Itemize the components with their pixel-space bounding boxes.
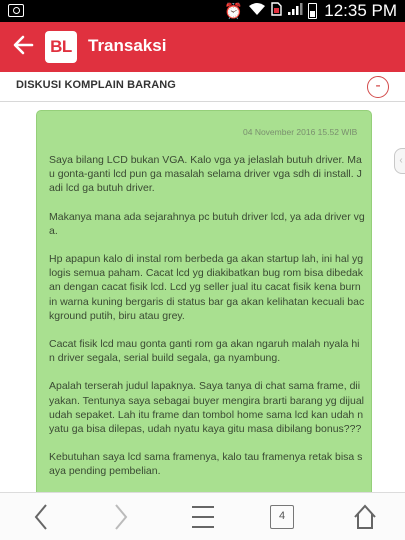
message-bubble [36, 110, 372, 502]
browser-nav-bar [0, 492, 405, 540]
message-body [49, 153, 365, 502]
message-paragraph: Cacat fisik lcd mau gonta ganti rom ga akan ngaruh malah nyala hin driver segala, serial build segala, ga nyambung. [49, 338, 360, 365]
status-icons [224, 2, 317, 20]
battery-icon [308, 3, 317, 19]
side-drawer-handle[interactable]: ‹ [394, 148, 405, 174]
forward-icon[interactable] [104, 493, 138, 540]
home-icon[interactable] [348, 493, 382, 540]
sim-icon [271, 2, 282, 20]
message-paragraph: Saya bilang LCD bukan VGA. Kalo vga ya jelaslah butuh driver. Mau gonta-ganti lcd pun ga masalah selama driver vga sdh di install. Jadi lcd ga butuh driver. [49, 154, 362, 195]
app-bar [0, 22, 405, 72]
message-paragraph: Kebutuhan saya lcd sama framenya, kalo tau framenya retak bisa saya pending pembelian. [49, 451, 363, 478]
wifi-icon [248, 2, 266, 20]
status-bar [0, 0, 405, 22]
app-logo: BL [45, 31, 77, 63]
tabs-count-button[interactable]: 4 [270, 505, 294, 529]
collapse-button[interactable]: - [367, 76, 389, 98]
menu-icon[interactable] [186, 493, 220, 540]
message-paragraph: Hp apapun kalo di instal rom berbeda ga akan startup lah, ini hal yg logis semua paham. Cacat lcd yg diakibatkan bug rom bisa dibedakan dengan cacat fisik lcd. Lcd yg seller jual itu cacat fisik kena burn in warna kuning bergaris di status bar ga akan kelihatan kecuali background putih, biru atau grey. [49, 253, 365, 322]
back-arrow-icon[interactable] [12, 34, 36, 60]
section-title: DISKUSI KOMPLAIN BARANG [16, 79, 176, 91]
clock: 12:35 PM [324, 1, 397, 20]
section-header [0, 72, 405, 102]
message-paragraph: Makanya mana ada sejarahnya pc butuh driver lcd, ya ada driver vga. [49, 210, 365, 237]
page-title: Transaksi [88, 36, 167, 55]
message-paragraph: Apalah terserah judul lapaknya. Saya tanya di chat sama frame, diiyakan. Tentunya saya sebagai buyer mengira brarti barang yg dijual udah sepaket. Lah itu frame dan tombol home sama lcd kan udah nyatu ga bisa dilepas, udah nyatu kaya gitu masa dibilang bonus??? [49, 380, 364, 436]
back-icon[interactable] [24, 493, 58, 540]
screenshot-icon [8, 4, 24, 17]
signal-icon [287, 2, 303, 20]
alarm-icon: ⏰ [224, 2, 243, 20]
message-timestamp: 04 November 2016 15.52 WIB [243, 127, 358, 137]
